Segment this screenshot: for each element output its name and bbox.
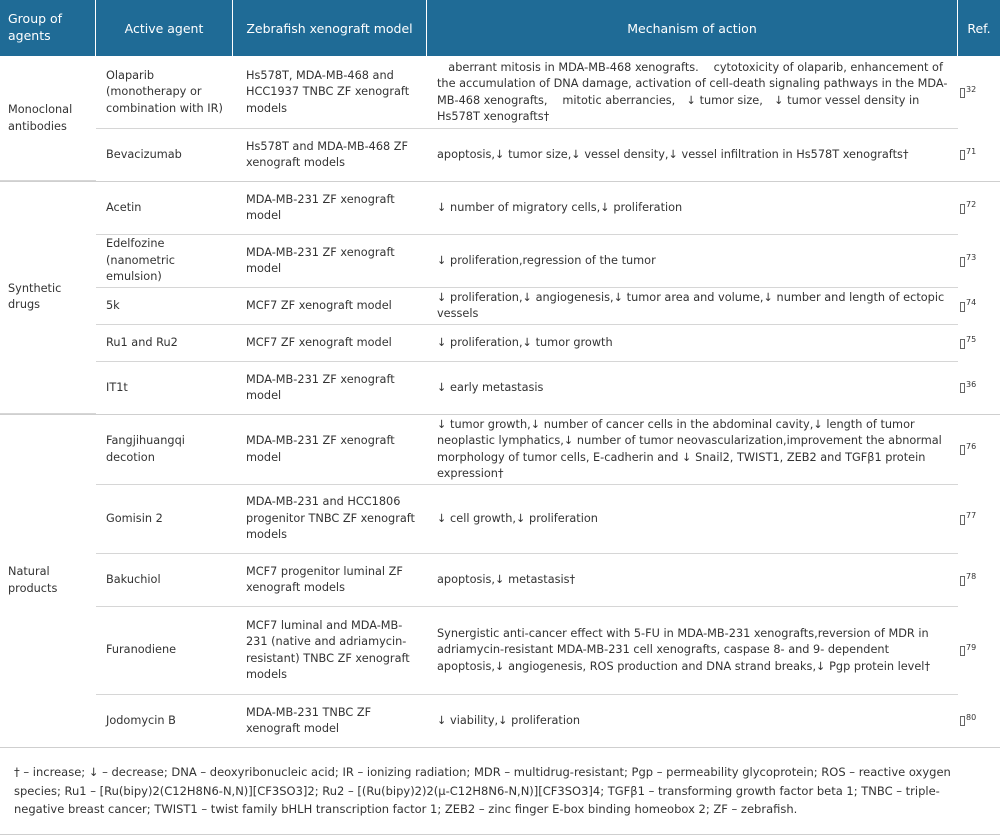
cell-agent: Ru1 and Ru2 xyxy=(106,335,178,349)
ref-number: 80 xyxy=(966,712,977,722)
cell-mechanism: ↓ proliferation,↓ angiogenesis,↓ tumor area and volume,↓ number and length of ectopic vessels xyxy=(437,290,945,320)
ref-number: 76 xyxy=(966,441,977,451)
ref-number: 77 xyxy=(966,511,977,520)
cell-mechanism: ↓ proliferation,regression of the tumor xyxy=(437,253,656,267)
ref-number: 73 xyxy=(966,253,977,262)
cell-ref[interactable] xyxy=(958,415,1000,485)
cell-mechanism: apoptosis,↓ tumor size,↓ vessel density,↓ vessel infiltration in Hs578T xenografts† xyxy=(437,147,909,161)
cell-agent: 5k xyxy=(106,298,120,312)
footnote-bottom-rule xyxy=(0,834,1000,835)
reference-link-icon xyxy=(960,204,965,214)
cell-mechanism: ↓ early metastasis xyxy=(437,380,544,394)
table-footnote: † – increase; ↓ – decrease; DNA – deoxyribonucleic acid; IR – ionizing radiation; MDR – multidrug-resistant; Pgp – permeability glycoprotein; ROS – reactive oxygen species; Ru1 – [Ru(bipy)2(C12H8N6-N,N)][CF3SO3]2; Ru2 – [(Ru(bipy)2)2(μ-C12H8N6-N,N)][CF3SO3]4; TGFβ1 – transforming growth factor beta 1; TNBC – triple-negative breast cancer; TWIST1 – twist family bHLH transcription factor 1; ZEB2 – zinc finger E-box binding homeobox 2; ZF – zebrafish. xyxy=(14,765,951,816)
header-model: Zebrafish xenograft model xyxy=(233,0,427,56)
table-bottom-divider xyxy=(0,747,1000,748)
cell-agent: Acetin xyxy=(106,200,142,214)
cell-ref[interactable] xyxy=(958,182,1000,235)
reference-link-icon xyxy=(960,445,965,455)
cell-agent: Gomisin 2 xyxy=(106,511,163,525)
table-header xyxy=(0,0,1000,56)
header-agent: Active agent xyxy=(96,0,233,56)
cell-ref[interactable] xyxy=(958,607,1000,695)
cell-ref[interactable] xyxy=(958,362,1000,414)
reference-link-icon xyxy=(960,716,965,726)
header-mechanism: Mechanism of action xyxy=(427,0,958,56)
cell-ref[interactable] xyxy=(958,288,1000,325)
cell-agent: Fangjihuangqi decotion xyxy=(106,434,185,464)
cell-mechanism: aberrant mitosis in MDA-MB-468 xenografts. cytotoxicity of olaparib, enhancement of the accumulation of DNA damage, activation of cell-death signaling pathways in the MDA-MB-468 xenografts, mitotic aberrancies, ↓ tumor size, ↓ tumor vessel density in Hs578T xenografts† xyxy=(437,60,948,123)
reference-link-icon xyxy=(960,646,965,656)
cell-model: MDA-MB-231 ZF xenograft model xyxy=(246,192,395,222)
cell-model: MDA-MB-231 ZF xenograft model xyxy=(246,434,395,464)
table-row xyxy=(96,129,958,181)
table-row xyxy=(96,325,958,362)
cell-mechanism: ↓ tumor growth,↓ number of cancer cells in the abdominal cavity,↓ length of tumor neoplastic lymphatics,↓ number of tumor neovascularization,improvement the abnormal morphology of tumor cells, E-cadherin and ↓ Snail2, TWIST1, ZEB2 and TGFβ1 protein expression† xyxy=(437,417,942,480)
cell-ref[interactable] xyxy=(958,695,1000,747)
ref-number: 72 xyxy=(966,200,977,209)
cell-mechanism: ↓ viability,↓ proliferation xyxy=(437,713,581,727)
cell-mechanism: apoptosis,↓ metastasis† xyxy=(437,572,576,586)
cell-model: MDA-MB-231 ZF xenograft model xyxy=(246,372,395,402)
ref-number: 79 xyxy=(966,642,977,652)
reference-link-icon xyxy=(960,257,965,267)
reference-link-icon xyxy=(960,339,965,349)
cell-ref[interactable] xyxy=(958,485,1000,554)
reference-link-icon xyxy=(960,383,965,393)
group-monoclonal-antibodies: Monoclonal antibodies xyxy=(0,57,96,181)
cell-agent: Furanodiene xyxy=(106,643,177,657)
cell-mechanism: ↓ number of migratory cells,↓ proliferation xyxy=(437,200,683,214)
table-row xyxy=(96,182,958,235)
table-row xyxy=(96,554,958,607)
cell-agent: Edelfozine (nanometric emulsion) xyxy=(106,237,175,284)
ref-number: 36 xyxy=(966,379,977,389)
cell-ref[interactable] xyxy=(958,57,1000,129)
table-row xyxy=(96,288,958,325)
cell-model: MCF7 ZF xenograft model xyxy=(246,335,392,349)
cell-agent: IT1t xyxy=(106,380,128,394)
table-row xyxy=(96,57,958,129)
reference-link-icon xyxy=(960,515,965,525)
ref-number: 74 xyxy=(966,298,977,307)
ref-number: 71 xyxy=(966,146,977,156)
table-row xyxy=(96,235,958,288)
cell-model: MDA-MB-231 ZF xenograft model xyxy=(246,245,395,275)
group-synthetic-drugs: Synthetic drugs xyxy=(0,181,96,414)
header-ref: Ref. xyxy=(958,0,1000,56)
table-row xyxy=(96,695,958,747)
cell-mechanism: ↓ proliferation,↓ tumor growth xyxy=(437,335,613,349)
reference-link-icon xyxy=(960,576,965,586)
table-row xyxy=(96,607,958,695)
cell-model: Hs578T and MDA-MB-468 ZF xenograft models xyxy=(246,139,409,169)
reference-link-icon xyxy=(960,150,965,160)
reference-link-icon xyxy=(960,302,965,312)
cell-agent: Olaparib (monotherapy or combination with IR) xyxy=(106,68,223,115)
table-row xyxy=(96,485,958,554)
group-natural-products: Natural products xyxy=(8,565,58,595)
cell-model: MCF7 ZF xenograft model xyxy=(246,298,392,312)
ref-number: 32 xyxy=(966,84,977,94)
cell-ref[interactable] xyxy=(958,325,1000,362)
cell-model: MCF7 progenitor luminal ZF xenograft models xyxy=(246,564,403,594)
table-row xyxy=(96,415,958,485)
cell-mechanism: ↓ cell growth,↓ proliferation xyxy=(437,511,598,525)
ref-number: 78 xyxy=(966,572,977,581)
reference-link-icon xyxy=(960,88,965,98)
header-group: Group of agents xyxy=(0,0,96,56)
cell-mechanism: Synergistic anti-cancer effect with 5-FU in MDA-MB-231 xenografts,reversion of MDR in adriamycin-resistant MDA-MB-231 cell xenografts, caspase 8- and 9- dependent apoptosis,↓ angiogenesis, ROS production and DNA strand breaks,↓ Pgp protein level† xyxy=(437,626,931,673)
cell-model: MDA-MB-231 TNBC ZF xenograft model xyxy=(246,705,372,735)
cell-ref[interactable] xyxy=(958,129,1000,181)
cell-model: MCF7 luminal and MDA-MB-231 (native and adriamycin-resistant) TNBC ZF xenograft models xyxy=(246,618,410,681)
cell-model: Hs578T, MDA-MB-468 and HCC1937 TNBC ZF xenograft models xyxy=(246,68,410,115)
table-row xyxy=(96,362,958,414)
cell-agent: Bakuchiol xyxy=(106,572,161,586)
cell-agent: Jodomycin B xyxy=(106,713,176,727)
cell-agent: Bevacizumab xyxy=(106,147,182,161)
ref-number: 75 xyxy=(966,335,977,344)
cell-model: MDA-MB-231 and HCC1806 progenitor TNBC ZF xenograft models xyxy=(246,495,415,542)
cell-ref[interactable] xyxy=(958,235,1000,288)
cell-ref[interactable] xyxy=(958,554,1000,607)
